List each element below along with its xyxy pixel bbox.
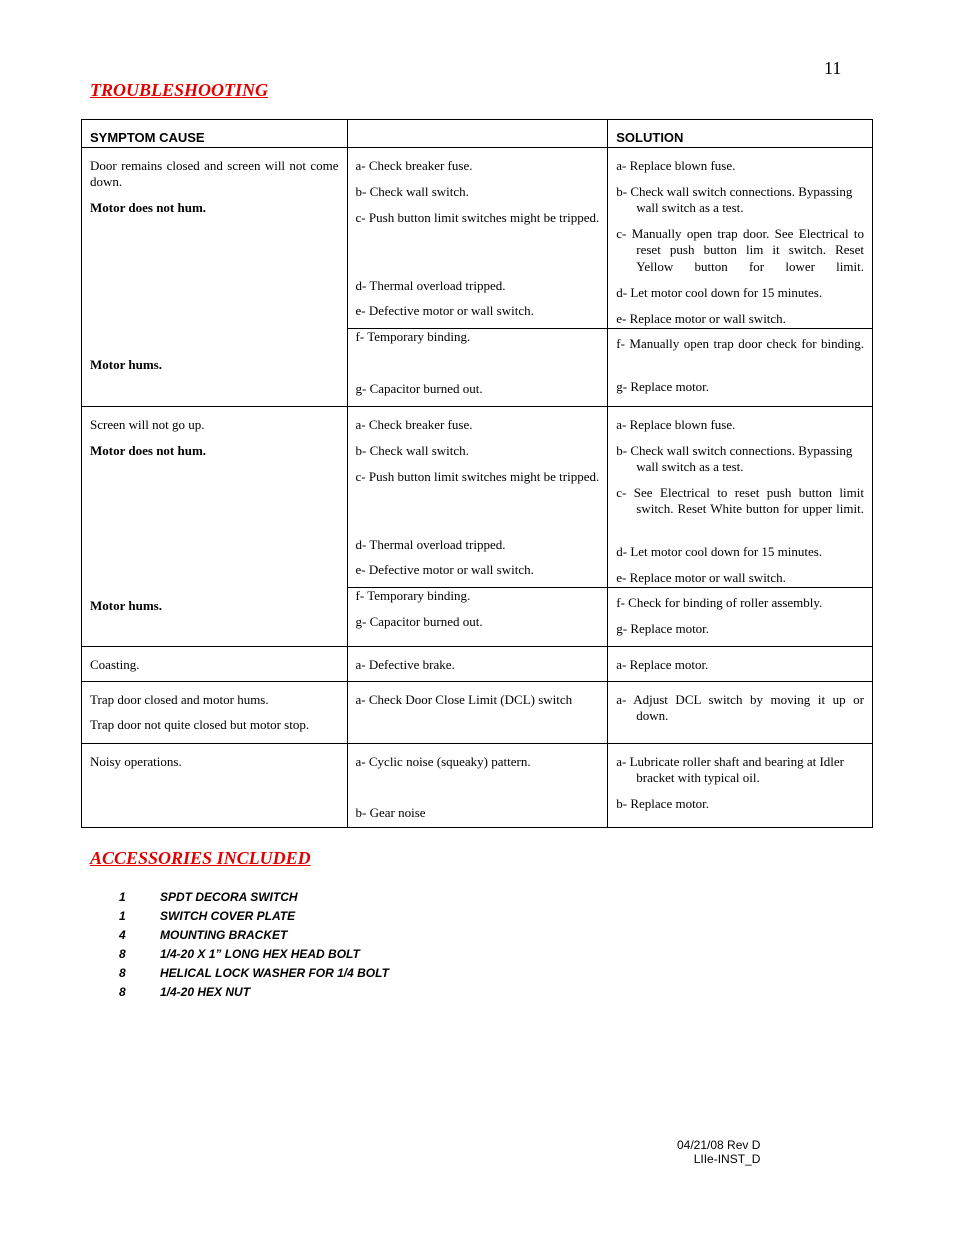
symptom-cell [82,743,348,827]
solution-cell [608,681,873,743]
cause-item: e- Defective motor or wall switch. [355,302,534,318]
cause-cell [347,681,608,743]
symptom-text: Noisy operations. [90,753,182,769]
symptom-cell [82,646,348,681]
symptom-cell [82,406,348,646]
symptom-subtext: Motor does not hum. [90,442,207,458]
symptom-subtext: Motor hums. [90,597,162,613]
accessories-title: ACCESSORIES INCLUDED [90,848,311,868]
item-quantity: 1 [119,909,126,923]
troubleshooting-title: TROUBLESHOOTING [90,80,269,100]
symptom-cell [82,681,348,743]
symptom-text: Coasting. [90,656,140,672]
solution-item: a- Replace blown fuse. [616,416,736,432]
solution-item: d- Let motor cool down for 15 minutes. [616,543,823,559]
troubleshooting-table [81,119,873,828]
cause-item: g- Capacitor burned out. [355,613,483,629]
header-solution: SOLUTION [608,120,873,148]
header-blank [347,120,608,148]
solution-item: b- Check wall switch connections. Bypassing wall switch as a test. [616,442,853,474]
cause-cell [347,587,608,646]
cause-item: e- Defective motor or wall switch. [355,561,534,577]
list-item [119,966,389,985]
solution-item: g- Replace motor. [616,378,710,394]
item-name: MOUNTING BRACKET [160,928,288,942]
list-item [119,947,389,966]
list-item [119,909,389,928]
list-item [119,928,389,947]
solution-cell [608,147,873,328]
item-quantity: 4 [119,928,126,942]
symptom-text: Door remains closed and screen will not come down. [90,157,339,189]
solution-item: c- See Electrical to reset push button limit switch. Reset White button for upper limit. [616,484,864,516]
cause-item: c- Push button limit switches might be tripped. [355,209,600,225]
cause-item: b- Gear noise [355,804,426,820]
cause-cell [347,646,608,681]
cause-item: g- Capacitor burned out. [355,380,483,396]
cause-cell [347,743,608,827]
symptom-subtext: Motor does not hum. [90,199,207,215]
table-row [82,743,873,827]
table-row [82,646,873,681]
cause-item: a- Check breaker fuse. [355,157,473,173]
solution-item: a- Replace blown fuse. [616,157,736,173]
item-name: HELICAL LOCK WASHER FOR 1/4 BOLT [160,966,389,980]
document-footer [677,1138,760,1166]
cause-cell [347,406,608,587]
solution-item: a- Replace motor. [616,656,709,672]
symptom-text: Trap door closed and motor hums. [90,691,269,707]
item-quantity: 8 [119,966,126,980]
item-name: 1/4-20 HEX NUT [160,985,251,999]
solution-item: e- Replace motor or wall switch. [616,310,786,326]
cause-item: a- Check Door Close Limit (DCL) switch [355,691,573,707]
solution-item: d- Let motor cool down for 15 minutes. [616,284,823,300]
cause-item: d- Thermal overload tripped. [355,536,506,552]
list-item [119,985,389,1004]
solution-item: a- Lubricate roller shaft and bearing at Idler bracket with typical oil. [616,753,845,785]
solution-cell [608,743,873,827]
table-header-row [82,120,873,148]
cause-item: f- Temporary binding. [355,587,471,603]
item-name: 1/4-20 X 1” LONG HEX HEAD BOLT [160,947,360,961]
table-row [82,681,873,743]
solution-item: b- Replace motor. [616,795,710,811]
solution-item: b- Check wall switch connections. Bypassing wall switch as a test. [616,183,853,215]
item-quantity: 8 [119,985,126,999]
solution-item: e- Replace motor or wall switch. [616,569,786,585]
symptom-subtext: Motor hums. [90,356,162,372]
accessories-list [119,890,389,1004]
cause-item: d- Thermal overload tripped. [355,277,506,293]
cause-item: f- Temporary binding. [355,328,471,344]
symptom-cell [82,147,348,406]
solution-item: f- Check for binding of roller assembly. [616,594,823,610]
solution-item: a- Adjust DCL switch by moving it up or down. [616,691,864,723]
solution-cell [608,406,873,587]
item-name: SPDT DECORA SWITCH [160,890,298,904]
cause-cell [347,147,608,328]
item-name: SWITCH COVER PLATE [160,909,296,923]
header-symptom-cause: SYMPTOM CAUSE [82,120,348,148]
cause-item: b- Check wall switch. [355,442,469,458]
item-quantity: 1 [119,890,126,904]
cause-item: a- Defective brake. [355,656,455,672]
table-row [82,406,873,587]
cause-item: a- Check breaker fuse. [355,416,473,432]
solution-item: g- Replace motor. [616,620,710,636]
cause-cell [347,328,608,406]
cause-item: a- Cyclic noise (squeaky) pattern. [355,753,531,769]
list-item [119,890,389,909]
page-number: 11 [824,58,842,78]
table-row [82,147,873,328]
footer-date-rev: 04/21/08 Rev D [677,1138,761,1152]
cause-item: c- Push button limit switches might be tripped. [355,468,600,484]
solution-cell [608,328,873,406]
solution-item: c- Manually open trap door. See Electrical to reset push button lim it switch. Reset Yellow button for lower limit. [616,225,864,274]
solution-cell [608,587,873,646]
footer-doc-id: LIIe-INST_D [693,1152,761,1166]
item-quantity: 8 [119,947,126,961]
symptom-text: Screen will not go up. [90,416,205,432]
solution-cell [608,646,873,681]
cause-item: b- Check wall switch. [355,183,469,199]
solution-item: f- Manually open trap door check for binding. [616,335,864,351]
symptom-text: Trap door not quite closed but motor stop. [90,716,310,732]
